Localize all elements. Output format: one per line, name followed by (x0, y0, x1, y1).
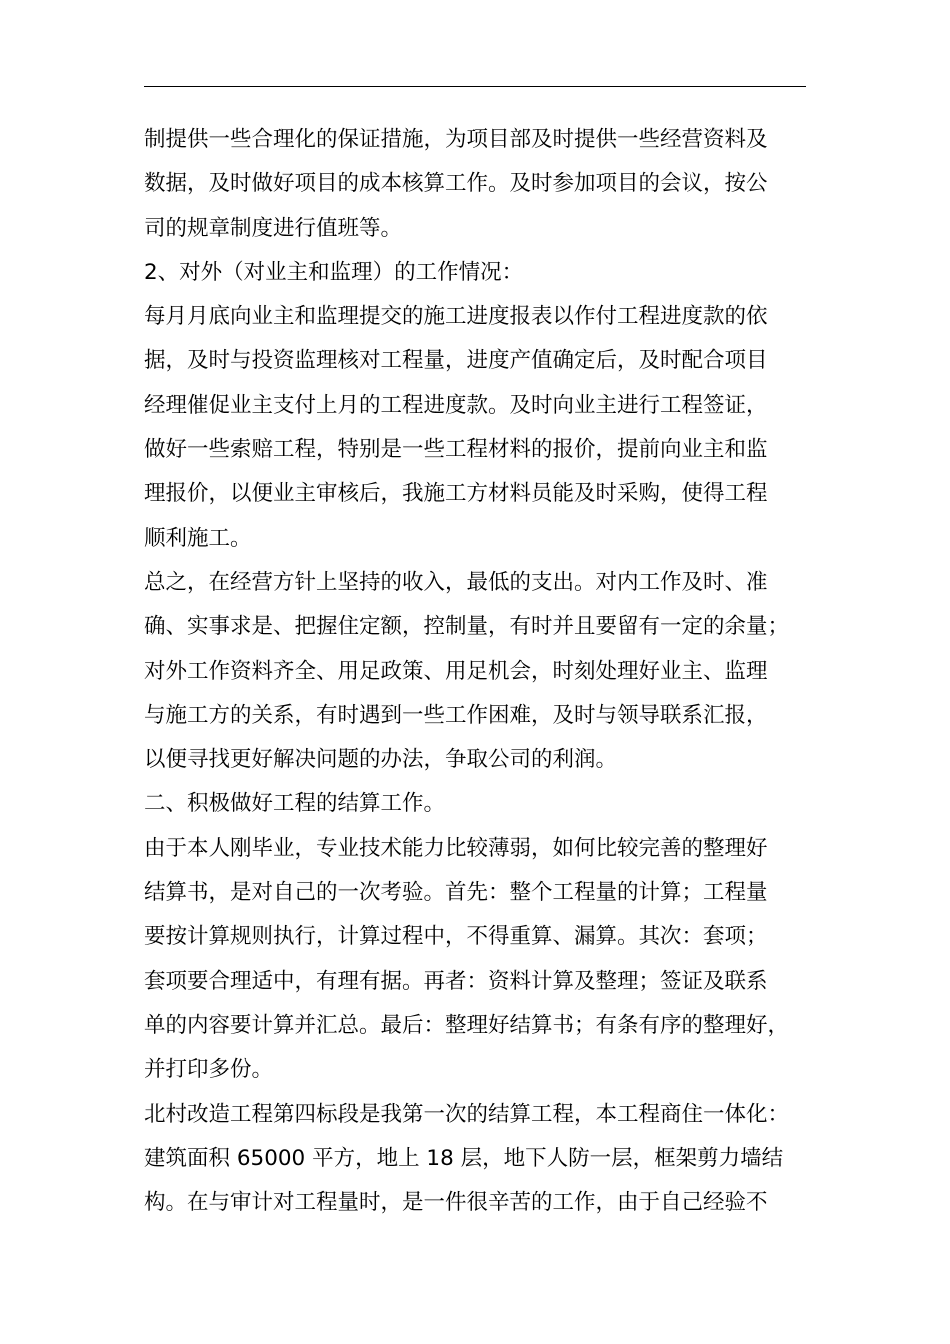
text-line: 与施工方的关系，有时遇到一些工作困难，及时与领导联系汇报， (144, 702, 768, 728)
text-line: 制提供一些合理化的保证措施，为项目部及时提供一些经营资料及 (144, 127, 768, 152)
text-line: 理报价，以便业主审核后，我施工方材料员能及时采购，使得工程 (144, 481, 768, 507)
text-line: 每月月底向业主和监理提交的施工进度报表以作付工程进度款的依 (144, 304, 768, 330)
text-line: 经理催促业主支付上月的工程进度款。及时向业主进行工程签证， (144, 392, 768, 418)
text-line: 做好一些索赔工程，特别是一些工程材料的报价，提前向业主和监 (144, 437, 768, 463)
text-line: 确、实事求是、把握住定额，控制量，有时并且要留有一定的余量； (144, 614, 790, 640)
text-line: 数据，及时做好项目的成本核算工作。及时参加项目的会议，按公 (144, 171, 768, 197)
text-line: 结算书，是对自己的一次考验。首先：整个工程量的计算；工程量 (144, 880, 768, 906)
body-text (144, 118, 824, 1225)
text-line: 北村改造工程第四标段是我第一次的结算工程，本工程商住一体化： (144, 1101, 790, 1127)
text-line: 建筑面积 65000 平方，地上 18 层，地下人防一层，框架剪力墙结 (144, 1145, 784, 1171)
text-line: 据，及时与投资监理核对工程量，进度产值确定后，及时配合项目 (144, 348, 768, 374)
text-line: 司的规章制度进行值班等。 (144, 215, 403, 241)
text-line: 以便寻找更好解决问题的办法，争取公司的利润。 (144, 747, 618, 773)
text-line: 单的内容要计算并汇总。最后：整理好结算书；有条有序的整理好， (144, 1012, 790, 1038)
text-line: 总之，在经营方针上坚持的收入，最低的支出。对内工作及时、准 (144, 569, 768, 595)
text-line: 对外工作资料齐全、用足政策、用足机会，时刻处理好业主、监理 (144, 658, 768, 684)
section-heading: 2、对外（对业主和监理）的工作情况： (144, 259, 524, 285)
text-line: 套项要合理适中，有理有据。再者：资料计算及整理；签证及联系 (144, 968, 768, 994)
text-line: 构。在与审计对工程量时，是一件很辛苦的工作，由于自己经验不 (144, 1190, 768, 1216)
text-line: 由于本人刚毕业，专业技术能力比较薄弱，如何比较完善的整理好 (144, 835, 768, 861)
header-rule (144, 86, 806, 87)
section-heading: 二、积极做好工程的结算工作。 (144, 791, 446, 817)
text-line: 顺利施工。 (144, 525, 252, 551)
text-line: 并打印多份。 (144, 1057, 274, 1083)
text-line: 要按计算规则执行，计算过程中，不得重算、漏算。其次：套项； (144, 924, 768, 950)
